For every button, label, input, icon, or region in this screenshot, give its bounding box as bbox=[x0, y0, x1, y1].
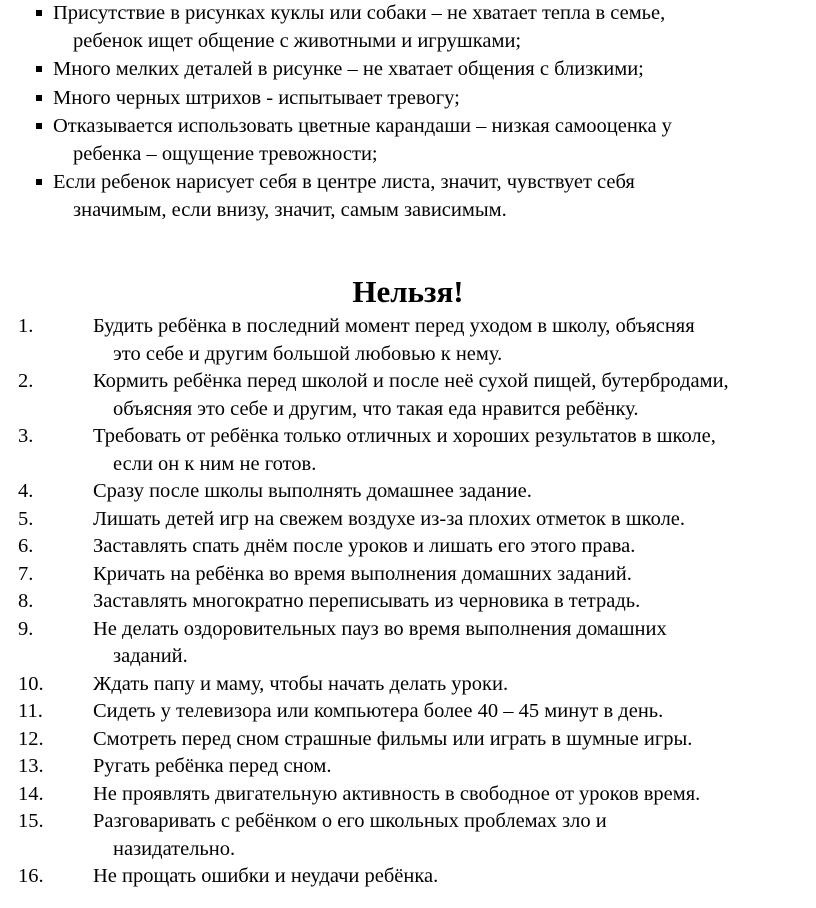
item-text: Заставлять спать днём после уроков и лишать его этого права. bbox=[93, 535, 636, 557]
item-text-continued: если он к ним не готов. bbox=[113, 452, 317, 475]
numbered-item bbox=[18, 698, 796, 726]
numbered-item bbox=[18, 781, 796, 809]
item-text-continued: заданий. bbox=[113, 645, 188, 667]
numbered-list bbox=[18, 313, 796, 891]
item-text: Ругать ребёнка перед сном. bbox=[93, 755, 332, 777]
numbered-item bbox=[18, 313, 796, 368]
item-text-continued: назидательно. bbox=[113, 837, 236, 860]
square-bullet-icon bbox=[36, 66, 42, 72]
square-bullet-icon bbox=[36, 123, 42, 129]
item-text: Заставлять многократно переписывать из черновика в тетрадь. bbox=[93, 590, 641, 612]
numbered-item bbox=[18, 808, 796, 863]
square-bullet-icon bbox=[36, 95, 42, 101]
item-number: 4. bbox=[18, 480, 34, 502]
numbered-item bbox=[18, 561, 796, 589]
item-number: 8. bbox=[18, 590, 34, 612]
item-number: 15. bbox=[18, 810, 44, 832]
item-text: Кормить ребёнка перед школой и после неё сухой пищей, бутербродами, bbox=[93, 370, 729, 392]
item-number: 7. bbox=[18, 562, 34, 585]
item-text: Будить ребёнка в последний момент перед уходом в школу, объясняя bbox=[93, 315, 695, 337]
bullet-item bbox=[36, 85, 802, 113]
item-text: Требовать от ребёнка только отличных и хороших результатов в школе, bbox=[93, 425, 716, 447]
bullet-item bbox=[36, 113, 802, 168]
item-text: Лишать детей игр на свежем воздухе из-за плохих отметок в школе. bbox=[93, 507, 686, 530]
bullet-text: Присутствие в рисунках куклы или собаки – не хватает тепла в семье, bbox=[53, 2, 666, 24]
bullet-text: Отказывается использовать цветные карандаши – низкая самооценка у bbox=[53, 115, 672, 137]
item-number: 6. bbox=[18, 535, 34, 557]
square-bullet-icon bbox=[36, 10, 42, 16]
numbered-item bbox=[18, 533, 796, 561]
item-number: 2. bbox=[18, 370, 34, 392]
item-text: Кричать на ребёнка во время выполнения домашних заданий. bbox=[93, 562, 632, 585]
numbered-item bbox=[18, 478, 796, 506]
item-text: Разговаривать с ребёнком о его школьных проблемах зло и bbox=[93, 810, 607, 832]
bullet-text-continued: ребенка – ощущение тревожности; bbox=[73, 142, 378, 165]
item-number: 11. bbox=[18, 700, 43, 722]
item-number: 5. bbox=[18, 507, 34, 530]
item-number: 1. bbox=[18, 315, 34, 337]
item-number: 9. bbox=[18, 617, 34, 640]
item-number: 13. bbox=[18, 755, 44, 777]
numbered-item bbox=[18, 726, 796, 754]
bullet-text: Много мелких деталей в рисунке – не хватает общения с близкими; bbox=[53, 58, 644, 80]
item-text: Сразу после школы выполнять домашнее задание. bbox=[93, 480, 532, 502]
bullet-item bbox=[36, 56, 802, 84]
item-number: 16. bbox=[18, 865, 44, 887]
item-text: Не проявлять двигательную активность в свободное от уроков время. bbox=[93, 782, 701, 805]
item-text: Не делать оздоровительных пауз во время выполнения домашних bbox=[93, 617, 667, 640]
item-number: 14. bbox=[18, 782, 44, 805]
numbered-item bbox=[18, 588, 796, 616]
item-number: 12. bbox=[18, 727, 44, 750]
item-text: Смотреть перед сном страшные фильмы или играть в шумные игры. bbox=[93, 727, 693, 750]
bullet-text-continued: ребенок ищет общение с животными и игрушками; bbox=[73, 29, 522, 52]
item-text-continued: это себе и другим большой любовью к нему. bbox=[113, 342, 503, 365]
numbered-item bbox=[18, 753, 796, 781]
numbered-item bbox=[18, 863, 796, 891]
section-heading: Нельзя! bbox=[352, 274, 464, 309]
bullet-item bbox=[36, 169, 802, 224]
bullet-list bbox=[36, 0, 802, 225]
item-text: Сидеть у телевизора или компьютера более 40 – 45 минут в день. bbox=[93, 700, 664, 722]
numbered-item bbox=[18, 423, 796, 478]
item-number: 3. bbox=[18, 425, 34, 447]
item-text-continued: объясняя это себе и другим, что такая еда нравится ребёнку. bbox=[113, 397, 639, 420]
item-number: 10. bbox=[18, 672, 44, 695]
square-bullet-icon bbox=[36, 179, 42, 185]
item-text: Ждать папу и маму, чтобы начать делать уроки. bbox=[93, 672, 509, 695]
numbered-item bbox=[18, 616, 796, 671]
numbered-item bbox=[18, 368, 796, 423]
bullet-text: Много черных штрихов - испытывает тревогу; bbox=[53, 86, 460, 109]
bullet-text-continued: значимым, если внизу, значит, самым зависимым. bbox=[73, 198, 507, 221]
numbered-item bbox=[18, 506, 796, 534]
bullet-text: Если ребенок нарисует себя в центре листа, значит, чувствует себя bbox=[53, 171, 635, 193]
bullet-item bbox=[36, 0, 802, 55]
item-text: Не прощать ошибки и неудачи ребёнка. bbox=[93, 865, 439, 887]
numbered-item bbox=[18, 671, 796, 699]
